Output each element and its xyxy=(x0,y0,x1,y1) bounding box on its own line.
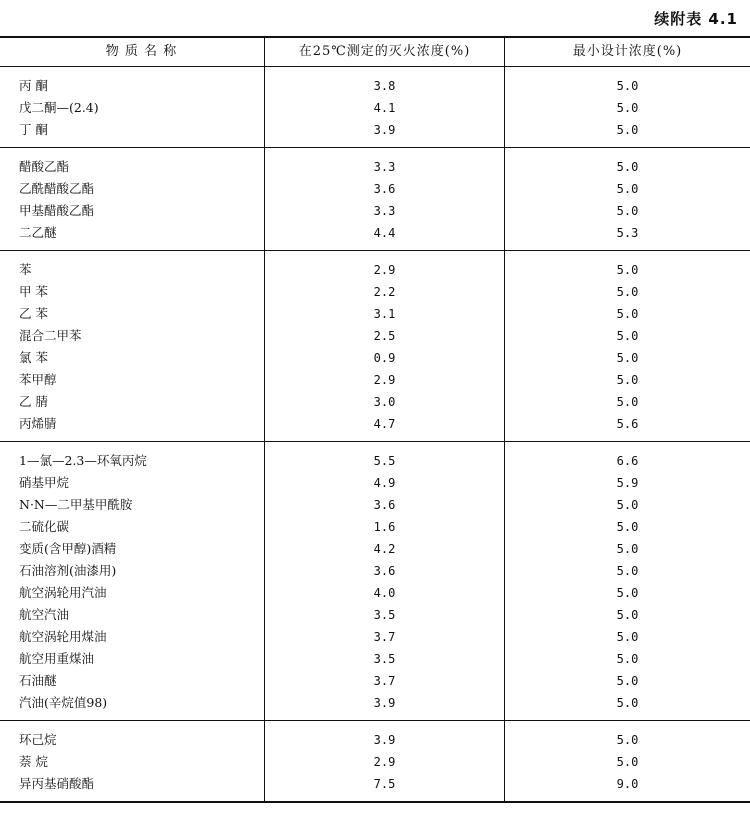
substance-name-cell: 航空汽油 xyxy=(19,607,70,622)
extinguish-concentration-cell: 3.3 xyxy=(264,200,504,222)
substance-name-cell: 萘 烷 xyxy=(19,754,48,769)
table-row xyxy=(0,494,750,516)
min-design-concentration-cell: 5.0 xyxy=(504,281,750,303)
extinguish-concentration-cell: 3.3 xyxy=(264,156,504,178)
substance-name-cell: 混合二甲苯 xyxy=(19,328,82,343)
extinguish-concentration-cell: 3.6 xyxy=(264,494,504,516)
table-row xyxy=(0,516,750,538)
extinguish-concentration-cell: 5.5 xyxy=(264,450,504,472)
table-row xyxy=(0,281,750,303)
min-design-concentration-cell: 5.0 xyxy=(504,259,750,281)
table-row xyxy=(0,156,750,178)
min-design-concentration-cell: 5.0 xyxy=(504,516,750,538)
table-caption: 续附表 4.1 xyxy=(654,10,738,28)
substance-name-cell: 丙烯腈 xyxy=(19,416,57,431)
substance-name-cell: 汽油(辛烷值98) xyxy=(19,695,108,710)
substance-name-cell: 醋酸乙酯 xyxy=(19,159,70,174)
table-row xyxy=(0,75,750,97)
extinguish-concentration-cell: 2.9 xyxy=(264,751,504,773)
min-design-concentration-cell: 5.0 xyxy=(504,325,750,347)
min-design-concentration-cell: 5.0 xyxy=(504,97,750,119)
min-design-concentration-cell: 5.9 xyxy=(504,472,750,494)
table-row xyxy=(0,413,750,435)
table-group xyxy=(0,67,750,148)
extinguish-concentration-cell: 4.1 xyxy=(264,97,504,119)
table-group xyxy=(0,442,750,721)
table-row xyxy=(0,670,750,692)
table-row xyxy=(0,472,750,494)
extinguish-concentration-cell: 1.6 xyxy=(264,516,504,538)
table-row xyxy=(0,178,750,200)
table-row xyxy=(0,119,750,141)
min-design-concentration-cell: 5.0 xyxy=(504,538,750,560)
substance-name-cell: 硝基甲烷 xyxy=(19,475,70,490)
extinguish-concentration-cell: 3.6 xyxy=(264,178,504,200)
extinguish-concentration-cell: 3.9 xyxy=(264,119,504,141)
min-design-concentration-cell: 5.0 xyxy=(504,303,750,325)
table-group xyxy=(0,251,750,442)
substance-name-cell: 石油醚 xyxy=(19,673,57,688)
substance-name-cell: 石油溶剂(油漆用) xyxy=(19,563,117,578)
table-row xyxy=(0,729,750,751)
table-header xyxy=(0,36,750,67)
table-row xyxy=(0,648,750,670)
substance-name-cell: 丁 酮 xyxy=(19,122,48,137)
extinguish-concentration-cell: 3.6 xyxy=(264,560,504,582)
extinguish-concentration-cell: 3.9 xyxy=(264,729,504,751)
min-design-concentration-cell: 5.0 xyxy=(504,391,750,413)
min-design-concentration-cell: 5.3 xyxy=(504,222,750,244)
extinguish-concentration-cell: 3.9 xyxy=(264,692,504,714)
min-design-concentration-cell: 5.0 xyxy=(504,626,750,648)
table-row xyxy=(0,773,750,795)
min-design-concentration-cell: 9.0 xyxy=(504,773,750,795)
table-row xyxy=(0,692,750,714)
min-design-concentration-cell: 5.0 xyxy=(504,648,750,670)
min-design-concentration-cell: 5.0 xyxy=(504,347,750,369)
table-row xyxy=(0,391,750,413)
extinguish-concentration-cell: 4.2 xyxy=(264,538,504,560)
extinguish-concentration-cell: 2.5 xyxy=(264,325,504,347)
extinguish-concentration-cell: 7.5 xyxy=(264,773,504,795)
extinguish-concentration-cell: 3.0 xyxy=(264,391,504,413)
min-design-concentration-cell: 5.0 xyxy=(504,670,750,692)
min-design-concentration-cell: 5.0 xyxy=(504,729,750,751)
table-row xyxy=(0,369,750,391)
extinguish-concentration-cell: 4.9 xyxy=(264,472,504,494)
min-design-concentration-cell: 5.0 xyxy=(504,560,750,582)
extinguish-concentration-cell: 0.9 xyxy=(264,347,504,369)
extinguish-concentration-cell: 4.0 xyxy=(264,582,504,604)
table-row xyxy=(0,604,750,626)
substance-name-cell: 甲 苯 xyxy=(19,284,48,299)
min-design-concentration-cell: 6.6 xyxy=(504,450,750,472)
extinguish-concentration-cell: 3.1 xyxy=(264,303,504,325)
table-row xyxy=(0,303,750,325)
header-substance-name: 物 质 名 称 xyxy=(105,44,178,59)
table-row xyxy=(0,325,750,347)
substance-name-cell: 航空用重煤油 xyxy=(19,651,95,666)
min-design-concentration-cell: 5.6 xyxy=(504,413,750,435)
extinguish-concentration-cell: 4.4 xyxy=(264,222,504,244)
min-design-concentration-cell: 5.0 xyxy=(504,119,750,141)
table-group xyxy=(0,721,750,803)
substance-name-cell: 丙 酮 xyxy=(19,78,48,93)
substance-name-cell: 航空涡轮用汽油 xyxy=(19,585,107,600)
table-row xyxy=(0,450,750,472)
substance-name-cell: 氯 苯 xyxy=(19,350,48,365)
min-design-concentration-cell: 5.0 xyxy=(504,494,750,516)
table-row xyxy=(0,347,750,369)
table-row xyxy=(0,259,750,281)
substance-name-cell: 乙 腈 xyxy=(19,394,48,409)
header-min-design-concentration: 最小设计浓度(%) xyxy=(504,38,750,66)
substance-name-cell: 1—氯—2.3—环氧丙烷 xyxy=(19,453,147,468)
table-row xyxy=(0,560,750,582)
min-design-concentration-cell: 5.0 xyxy=(504,751,750,773)
substance-name-cell: 变质(含甲醇)酒精 xyxy=(19,541,117,556)
min-design-concentration-cell: 5.0 xyxy=(504,692,750,714)
extinguish-concentration-cell: 3.8 xyxy=(264,75,504,97)
extinguish-concentration-cell: 2.2 xyxy=(264,281,504,303)
min-design-concentration-cell: 5.0 xyxy=(504,582,750,604)
substance-name-cell: 乙 苯 xyxy=(19,306,48,321)
extinguish-concentration-cell: 3.5 xyxy=(264,648,504,670)
substance-name-cell: 乙酰醋酸乙酯 xyxy=(19,181,95,196)
table-group xyxy=(0,148,750,251)
min-design-concentration-cell: 5.0 xyxy=(504,200,750,222)
table-row xyxy=(0,97,750,119)
min-design-concentration-cell: 5.0 xyxy=(504,178,750,200)
extinguish-concentration-cell: 2.9 xyxy=(264,259,504,281)
substance-name-cell: 二乙醚 xyxy=(19,225,57,240)
min-design-concentration-cell: 5.0 xyxy=(504,75,750,97)
substance-name-cell: 异丙基硝酸酯 xyxy=(19,776,95,791)
substance-name-cell: 环己烷 xyxy=(19,732,57,747)
extinguish-concentration-cell: 3.7 xyxy=(264,670,504,692)
table-body xyxy=(0,67,750,803)
substance-name-cell: 航空涡轮用煤油 xyxy=(19,629,107,644)
extinguish-concentration-cell: 3.5 xyxy=(264,604,504,626)
table-row xyxy=(0,582,750,604)
header-extinguish-concentration: 在25℃测定的灭火浓度(%) xyxy=(264,38,504,66)
min-design-concentration-cell: 5.0 xyxy=(504,604,750,626)
extinguish-concentration-cell: 2.9 xyxy=(264,369,504,391)
table-row xyxy=(0,200,750,222)
substance-name-cell: N·N—二甲基甲酰胺 xyxy=(19,497,133,512)
substance-name-cell: 甲基醋酸乙酯 xyxy=(19,203,95,218)
table-row xyxy=(0,626,750,648)
min-design-concentration-cell: 5.0 xyxy=(504,156,750,178)
substance-name-cell: 戊二酮—(2.4) xyxy=(19,100,99,115)
table-row xyxy=(0,751,750,773)
min-design-concentration-cell: 5.0 xyxy=(504,369,750,391)
substance-name-cell: 苯甲醇 xyxy=(19,372,57,387)
table-row xyxy=(0,222,750,244)
extinguish-concentration-cell: 3.7 xyxy=(264,626,504,648)
substance-name-cell: 二硫化碳 xyxy=(19,519,70,534)
table-row xyxy=(0,538,750,560)
data-table xyxy=(0,36,750,803)
extinguish-concentration-cell: 4.7 xyxy=(264,413,504,435)
substance-name-cell: 苯 xyxy=(19,262,32,277)
